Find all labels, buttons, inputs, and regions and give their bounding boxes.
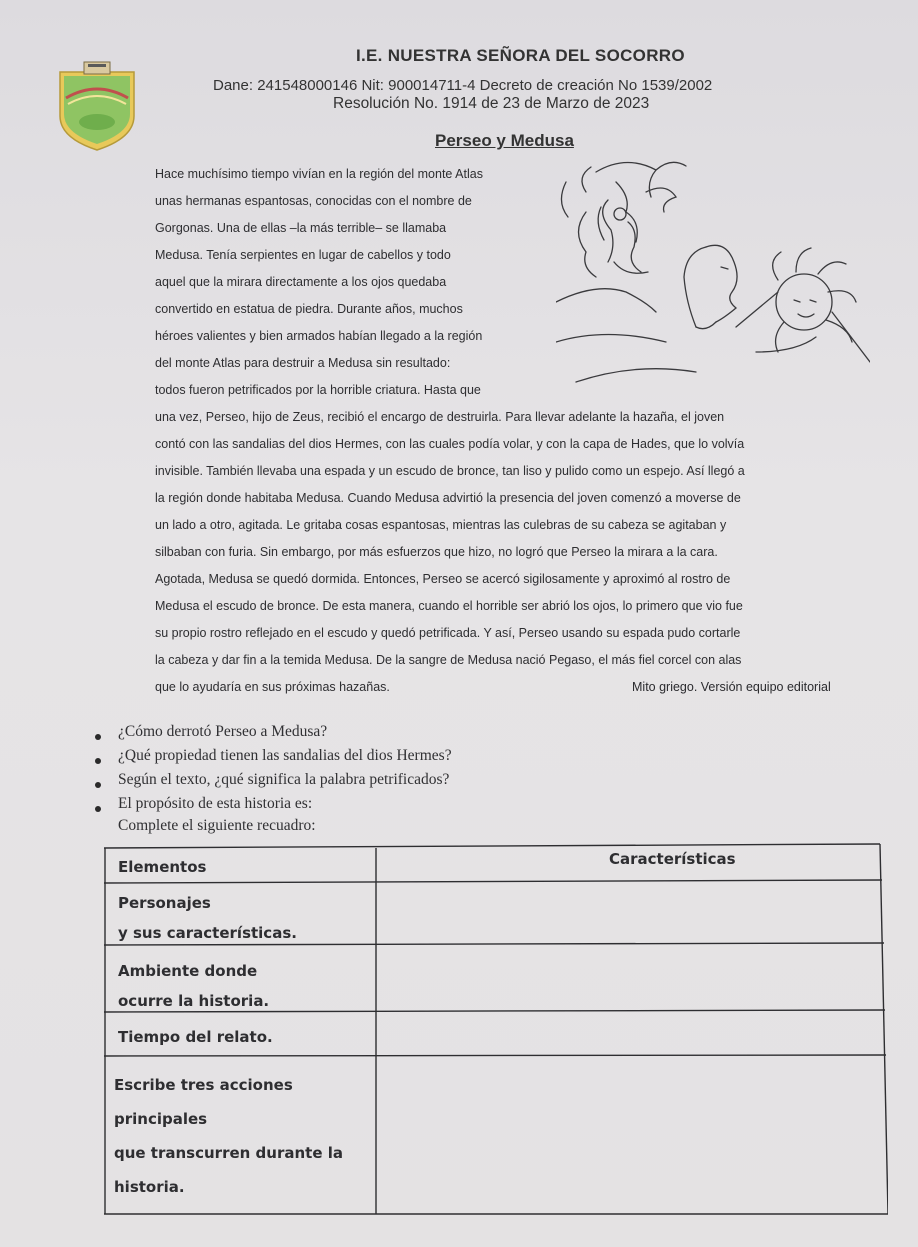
table-header-characteristics: Características: [609, 850, 736, 868]
story-line: aquel que la mirara directamente a los ojos quedaba: [155, 275, 447, 289]
story-line: la cabeza y dar fin a la temida Medusa. De la sangre de Medusa nació Pegaso, el más fiel corcel con alas: [155, 653, 742, 667]
row-time-label: Tiempo del relato.: [118, 1028, 273, 1046]
dane-nit-decree: Dane: 241548000146 Nit: 900014711-4 Decreto de creación No 1539/2002: [213, 77, 713, 94]
question-item: ¿Qué propiedad tienen las sandalias del dios Hermes?: [118, 747, 452, 764]
row-setting-label: ocurre la historia.: [118, 992, 270, 1010]
story-line: que lo ayudaría en sus próximas hazañas.: [155, 680, 390, 694]
story-elements-table: [104, 842, 888, 1216]
story-line: su propio rostro reflejado en el escudo y quedó petrificada. Y así, Perseo usando su espada pudo cortarle: [155, 626, 741, 640]
row-characters-label: y sus características.: [118, 924, 297, 942]
story-line: silbaban con furia. Sin embargo, por más esfuerzos que hizo, no logró que Perseo la mirara a la cara.: [155, 545, 718, 559]
bullet-icon: [95, 806, 101, 812]
row-setting-label: Ambiente donde: [118, 962, 258, 980]
row-actions-label: que transcurren durante la: [114, 1144, 343, 1162]
story-line: Medusa el escudo de bronce. De esta manera, cuando el horrible ser abrió los ojos, lo primero que vio fue: [155, 599, 743, 613]
table-instruction: Complete el siguiente recuadro:: [118, 817, 316, 834]
story-line: Gorgonas. Una de ellas –la más terrible– se llamaba: [155, 221, 447, 235]
school-shield-logo: [52, 58, 142, 153]
story-line: convertido en estatua de piedra. Durante años, muchos: [155, 302, 463, 316]
school-name: I.E. NUESTRA SEÑORA DEL SOCORRO: [356, 46, 685, 65]
story-line: invisible. También llevaba una espada y un escudo de bronce, tan liso y pulido como un espejo. Así llegó a: [155, 464, 745, 478]
row-characters-label: Personajes: [118, 894, 211, 912]
story-line: todos fueron petrificados por la horrible criatura. Hasta que: [155, 383, 481, 397]
row-actions-label: Escribe tres acciones: [114, 1076, 293, 1094]
story-line: del monte Atlas para destruir a Medusa sin resultado:: [155, 356, 451, 370]
story-line: una vez, Perseo, hijo de Zeus, recibió el encargo de destruirla. Para llevar adelante la hazaña, el joven: [155, 410, 725, 424]
story-line: Agotada, Medusa se quedó dormida. Entonces, Perseo se acercó sigilosamente y aproximó al rostro de: [155, 572, 731, 586]
story-line: la región donde habitaba Medusa. Cuando Medusa advirtió la presencia del joven comenzó a moverse de: [155, 491, 741, 505]
story-line: unas hermanas espantosas, conocidas con el nombre de: [155, 194, 472, 208]
story-line: Medusa. Tenía serpientes en lugar de cabellos y todo: [155, 248, 451, 262]
story-line: héroes valientes y bien armados habían llegado a la región: [155, 329, 483, 343]
story-line: Hace muchísimo tiempo vivían en la región del monte Atlas: [155, 167, 483, 181]
story-line: un lado a otro, agitada. Le gritaba cosas espantosas, mientras las culebras de su cabeza se agitaban y: [155, 518, 727, 532]
story-title: Perseo y Medusa: [435, 131, 574, 150]
row-actions-label: principales: [114, 1110, 208, 1128]
question-item: El propósito de esta historia es:: [118, 795, 313, 812]
question-item: Según el texto, ¿qué significa la palabra petrificados?: [118, 771, 450, 788]
story-line: contó con las sandalias del dios Hermes, con las cuales podía volar, y con la capa de Hades, que lo volvía: [155, 437, 745, 451]
row-actions-label: historia.: [114, 1178, 185, 1196]
resolution-line: Resolución No. 1914 de 23 de Marzo de 2023: [333, 95, 650, 112]
bullet-icon: [95, 782, 101, 788]
story-credit: Mito griego. Versión equipo editorial: [632, 680, 831, 694]
question-item: ¿Cómo derrotó Perseo a Medusa?: [118, 723, 328, 740]
bullet-icon: [95, 734, 101, 740]
perseus-medusa-illustration: [556, 152, 870, 396]
bullet-icon: [95, 758, 101, 764]
table-header-elements: Elementos: [118, 858, 207, 876]
